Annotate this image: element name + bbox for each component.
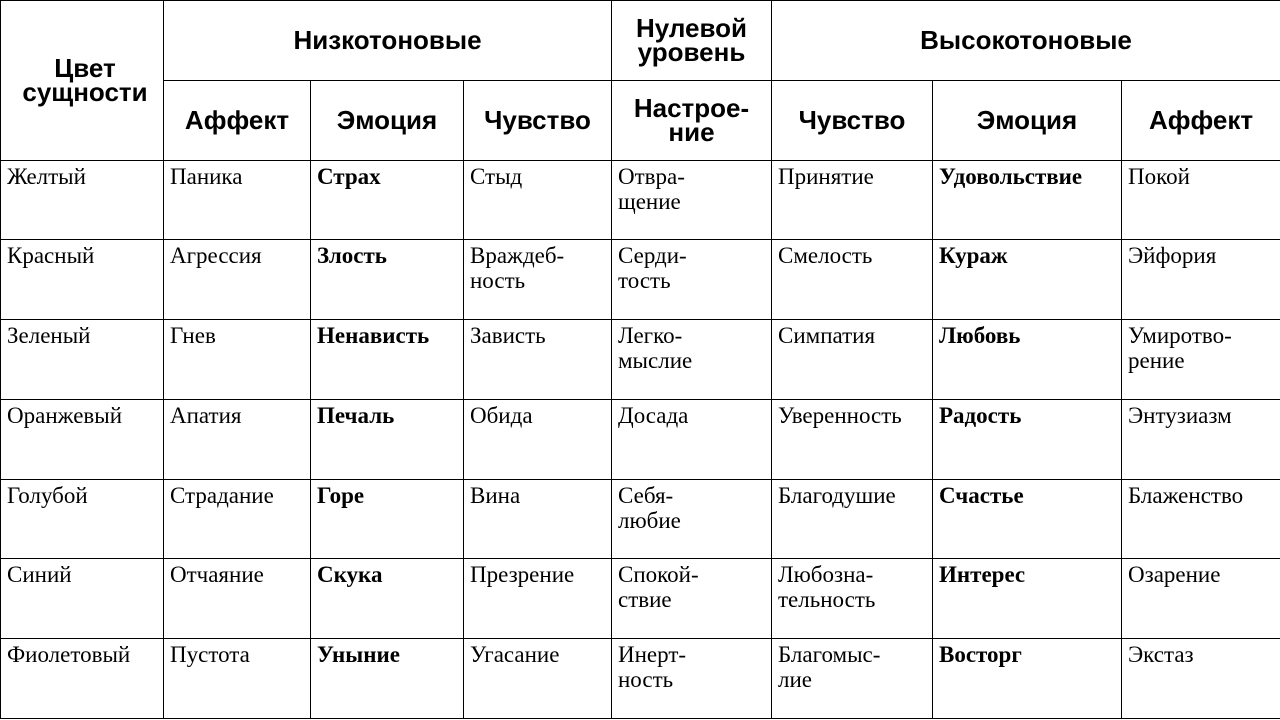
cell-mood: Досада [612, 399, 772, 479]
cell-color: Красный [1, 240, 164, 320]
cell-feeling-low: Вина [464, 479, 612, 559]
header-high-group: Высокотоновые [772, 1, 1280, 81]
header-mood-text: Настрое- ние [633, 93, 750, 148]
cell-color: Зеленый [1, 320, 164, 400]
header-feeling-low: Чувство [464, 80, 612, 160]
cell-affect-high: Эйфория [1122, 240, 1280, 320]
cell-color: Фиолетовый [1, 639, 164, 719]
cell-emotion-high: Любовь [933, 320, 1122, 400]
cell-mood: Отвра- щение [612, 160, 772, 240]
cell-affect-low: Гнев [164, 320, 311, 400]
cell-affect-low: Апатия [164, 399, 311, 479]
header-color-text: Цвет сущности [22, 53, 148, 108]
cell-emotion-low: Печаль [311, 399, 464, 479]
cell-affect-low: Пустота [164, 639, 311, 719]
cell-emotion-high: Радость [933, 399, 1122, 479]
table-row [1, 559, 1280, 639]
table-row [1, 320, 1280, 400]
header-row-groups [1, 1, 1280, 81]
cell-feeling-low: Стыд [464, 160, 612, 240]
table-row [1, 160, 1280, 240]
cell-affect-high: Умиротво- рение [1122, 320, 1280, 400]
cell-affect-high: Экстаз [1122, 639, 1280, 719]
cell-mood: Легко- мыслие [612, 320, 772, 400]
cell-emotion-low: Ненависть [311, 320, 464, 400]
cell-emotion-high: Кураж [933, 240, 1122, 320]
cell-feeling-low: Обида [464, 399, 612, 479]
cell-emotion-low: Злость [311, 240, 464, 320]
header-emotion-low: Эмоция [311, 80, 464, 160]
cell-emotion-low: Скука [311, 559, 464, 639]
cell-affect-low: Агрессия [164, 240, 311, 320]
cell-affect-low: Паника [164, 160, 311, 240]
header-feeling-high: Чувство [772, 80, 933, 160]
cell-feeling-high: Уверенность [772, 399, 933, 479]
cell-feeling-low: Враждеб- ность [464, 240, 612, 320]
header-zero-group [612, 1, 772, 81]
table-row [1, 639, 1280, 719]
cell-feeling-low: Презрение [464, 559, 612, 639]
cell-color: Желтый [1, 160, 164, 240]
cell-affect-high: Покой [1122, 160, 1280, 240]
cell-emotion-high: Интерес [933, 559, 1122, 639]
cell-emotion-low: Страх [311, 160, 464, 240]
header-zero-text: Нулевой уровень [635, 13, 748, 68]
cell-feeling-low: Зависть [464, 320, 612, 400]
cell-color: Оранжевый [1, 399, 164, 479]
header-affect-low: Аффект [164, 80, 311, 160]
cell-affect-low: Отчаяние [164, 559, 311, 639]
table-row [1, 399, 1280, 479]
cell-mood: Спокой- ствие [612, 559, 772, 639]
cell-emotion-high: Счастье [933, 479, 1122, 559]
cell-affect-high: Блаженство [1122, 479, 1280, 559]
cell-mood: Серди- тость [612, 240, 772, 320]
header-mood [612, 80, 772, 160]
header-emotion-high: Эмоция [933, 80, 1122, 160]
cell-mood: Инерт- ность [612, 639, 772, 719]
cell-feeling-high: Принятие [772, 160, 933, 240]
cell-feeling-high: Любозна- тельность [772, 559, 933, 639]
cell-color: Голубой [1, 479, 164, 559]
cell-affect-high: Энтузиазм [1122, 399, 1280, 479]
table-row [1, 479, 1280, 559]
cell-feeling-high: Благомыс- лие [772, 639, 933, 719]
cell-affect-low: Страдание [164, 479, 311, 559]
table-row [1, 240, 1280, 320]
cell-emotion-low: Горе [311, 479, 464, 559]
cell-feeling-high: Благодушие [772, 479, 933, 559]
cell-emotion-high: Восторг [933, 639, 1122, 719]
cell-color: Синий [1, 559, 164, 639]
cell-feeling-high: Смелость [772, 240, 933, 320]
cell-emotion-high: Удовольствие [933, 160, 1122, 240]
header-row-sub [1, 80, 1280, 160]
cell-emotion-low: Уныние [311, 639, 464, 719]
cell-affect-high: Озарение [1122, 559, 1280, 639]
cell-feeling-low: Угасание [464, 639, 612, 719]
header-color-label [1, 1, 164, 161]
cell-feeling-high: Симпатия [772, 320, 933, 400]
cell-mood: Себя- любие [612, 479, 772, 559]
header-low-group: Низкотоновые [164, 1, 612, 81]
header-affect-high: Аффект [1122, 80, 1280, 160]
